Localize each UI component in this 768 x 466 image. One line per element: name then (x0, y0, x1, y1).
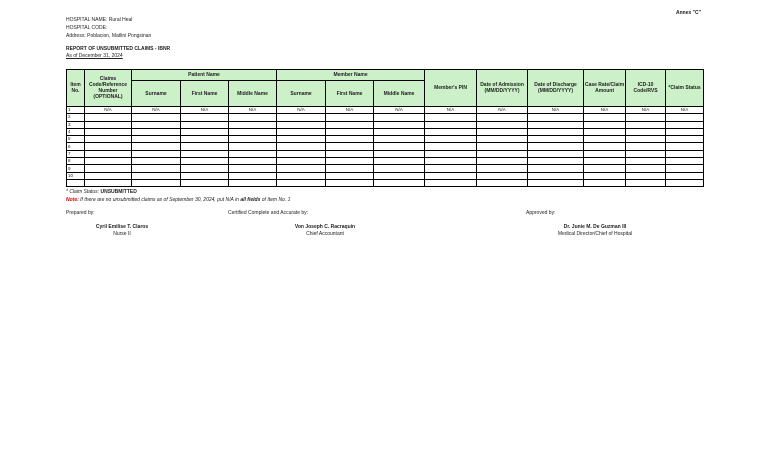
table-row (67, 150, 704, 157)
table-cell (666, 165, 704, 172)
table-cell (666, 114, 704, 121)
table-cell (584, 128, 626, 135)
table-cell (326, 128, 374, 135)
table-row (67, 143, 704, 150)
table-cell (626, 172, 666, 179)
report-date: As of December 31, 2024 (66, 53, 123, 59)
table-cell (85, 128, 132, 135)
table-cell (85, 114, 132, 121)
table-cell (229, 172, 277, 179)
col-patient-first: First Name (181, 81, 229, 107)
col-patient-surname: Surname (132, 81, 181, 107)
table-cell (326, 143, 374, 150)
table-cell (277, 128, 326, 135)
table-cell (181, 128, 229, 135)
certified-by-label: Certified Complete and Accurate by: (228, 210, 309, 216)
table-row (67, 165, 704, 172)
annex-label: Annex "C" (676, 10, 702, 16)
table-cell (626, 128, 666, 135)
table-cell (374, 165, 425, 172)
table-cell (626, 179, 666, 186)
note-text-b: of Item No. 1 (261, 197, 291, 203)
table-cell (132, 128, 181, 135)
col-claim-status: *Claim Status (666, 70, 704, 107)
table-cell (181, 179, 229, 186)
table-cell (477, 179, 528, 186)
table-cell (277, 114, 326, 121)
table-cell (425, 150, 477, 157)
table-cell (374, 143, 425, 150)
table-cell (477, 165, 528, 172)
table-cell (666, 143, 704, 150)
claim-status-note (66, 188, 290, 196)
table-cell (666, 128, 704, 135)
table-cell (229, 165, 277, 172)
hospital-name: HOSPITAL NAME: Rural Heal (66, 17, 133, 23)
table-cell (528, 128, 584, 135)
table-cell (584, 114, 626, 121)
table-cell (229, 158, 277, 165)
table-cell (425, 179, 477, 186)
table-cell (374, 136, 425, 143)
table-cell (181, 150, 229, 157)
table-cell (85, 172, 132, 179)
item-number-cell: 1 (67, 107, 85, 114)
table-cell: N/A (477, 107, 528, 114)
table-cell (528, 143, 584, 150)
col-case-rate: Case Rate/Claim Amount (584, 70, 626, 107)
group-patient-name: Patient Name (132, 70, 277, 81)
table-cell (181, 136, 229, 143)
table-cell: N/A (229, 107, 277, 114)
table-cell (132, 143, 181, 150)
table-cell (277, 121, 326, 128)
table-cell (132, 172, 181, 179)
item-number-cell: 6 (67, 143, 85, 150)
table-cell (477, 114, 528, 121)
table-cell (528, 179, 584, 186)
table-cell (666, 158, 704, 165)
table-cell (425, 172, 477, 179)
table-cell (85, 143, 132, 150)
table-cell (626, 150, 666, 157)
table-cell (584, 172, 626, 179)
table-cell (626, 136, 666, 143)
table-cell: N/A (584, 107, 626, 114)
table-cell (374, 158, 425, 165)
report-title: REPORT OF UNSUBMITTED CLAIMS - IBNR (66, 46, 171, 52)
col-date-discharge: Date of Discharge (MM/DD/YYYY) (528, 70, 584, 107)
table-cell: N/A (277, 107, 326, 114)
table-row (67, 128, 704, 135)
table-cell: N/A (181, 107, 229, 114)
table-row (67, 179, 704, 186)
table-cell (477, 136, 528, 143)
col-patient-middle: Middle Name (229, 81, 277, 107)
table-cell (425, 128, 477, 135)
table-cell (666, 150, 704, 157)
table-cell (326, 150, 374, 157)
signatory-prepared (72, 224, 172, 238)
table-cell (132, 179, 181, 186)
table-cell (229, 121, 277, 128)
table-cell: N/A (626, 107, 666, 114)
table-cell (181, 143, 229, 150)
col-claims-code: Claims Code/Reference Number (OPTIONAL) (85, 70, 132, 107)
table-cell (666, 121, 704, 128)
table-cell (85, 136, 132, 143)
table-cell (229, 179, 277, 186)
item-number-cell: 7 (67, 150, 85, 157)
table-cell (277, 172, 326, 179)
table-cell (584, 150, 626, 157)
table-cell (229, 150, 277, 157)
table-cell (425, 136, 477, 143)
table-cell (584, 136, 626, 143)
table-cell (326, 158, 374, 165)
table-cell (326, 165, 374, 172)
table-cell (326, 121, 374, 128)
table-cell (477, 143, 528, 150)
table-cell: N/A (666, 107, 704, 114)
table-row (67, 158, 704, 165)
approved-by-label: Approved by: (526, 210, 556, 216)
prepared-title: Nurse II (113, 231, 131, 237)
table-cell (181, 121, 229, 128)
table-cell (584, 143, 626, 150)
col-member-pin: Member's PIN (425, 70, 477, 107)
certified-name: Von Joseph C. Racraquin (294, 224, 356, 230)
table-cell (374, 179, 425, 186)
claim-status-label: * Claim Status: (66, 189, 100, 195)
claims-table (66, 69, 704, 187)
item-number-cell: 5 (67, 136, 85, 143)
table-cell (85, 158, 132, 165)
table-cell (132, 114, 181, 121)
table-cell (528, 158, 584, 165)
table-cell (132, 136, 181, 143)
table-cell (425, 158, 477, 165)
table-cell (374, 121, 425, 128)
table-cell (528, 150, 584, 157)
table-cell (181, 172, 229, 179)
note-text-a: If there are no unsubmitted claims as of September 30, 2024, put N/A in (80, 197, 239, 203)
table-cell (132, 165, 181, 172)
col-icd: ICD-10 Code/RVS (626, 70, 666, 107)
approved-name: Dr. Junie M. De Guzman III (563, 224, 627, 230)
group-member-name: Member Name (277, 70, 425, 81)
hospital-address: Address: Poblacion, Matlini Pongsinan (66, 33, 152, 39)
table-cell: N/A (85, 107, 132, 114)
col-date-admission: Date of Admission (MM/DD/YYYY) (477, 70, 528, 107)
signatory-certified (270, 224, 380, 238)
table-cell: N/A (326, 107, 374, 114)
table-cell (528, 165, 584, 172)
table-cell (132, 121, 181, 128)
table-cell: N/A (528, 107, 584, 114)
table-cell (425, 121, 477, 128)
table-cell (132, 150, 181, 157)
table-cell (425, 165, 477, 172)
table-cell: N/A (132, 107, 181, 114)
table-cell (626, 165, 666, 172)
item-number-cell: 3 (67, 121, 85, 128)
table-cell (326, 179, 374, 186)
table-cell (584, 121, 626, 128)
table-cell (277, 150, 326, 157)
table-cell (85, 150, 132, 157)
item-number-cell: 10 (67, 172, 85, 179)
note-label: Note: (66, 197, 79, 203)
note-bold: all fields (240, 197, 261, 203)
col-item-no: Item No. (67, 70, 85, 107)
table-cell (181, 114, 229, 121)
table-cell (626, 114, 666, 121)
item-number-cell: 4 (67, 128, 85, 135)
table-cell: N/A (425, 107, 477, 114)
table-cell (477, 150, 528, 157)
table-cell (374, 172, 425, 179)
table-row (67, 114, 704, 121)
table-cell (229, 114, 277, 121)
table-cell (229, 128, 277, 135)
table-cell (229, 143, 277, 150)
table-cell (132, 158, 181, 165)
signatory-approved (540, 224, 650, 238)
table-cell (277, 136, 326, 143)
table-cell (584, 179, 626, 186)
table-cell (477, 172, 528, 179)
table-cell (229, 136, 277, 143)
claim-status-value: UNSUBMITTED (100, 189, 137, 195)
table-cell (326, 114, 374, 121)
notes-block (66, 188, 290, 204)
hospital-header (66, 16, 151, 40)
table-cell (85, 179, 132, 186)
table-cell: N/A (374, 107, 425, 114)
table-cell (584, 165, 626, 172)
table-cell (584, 158, 626, 165)
table-cell (626, 121, 666, 128)
table-cell (477, 121, 528, 128)
table-cell (626, 143, 666, 150)
table-row (67, 107, 704, 114)
table-cell (477, 128, 528, 135)
table-cell (85, 121, 132, 128)
certified-title: Chief Accountant (306, 231, 344, 237)
report-heading (66, 46, 170, 60)
table-cell (326, 136, 374, 143)
table-cell (374, 114, 425, 121)
col-member-surname: Surname (277, 81, 326, 107)
item-number-cell: 8 (67, 158, 85, 165)
hospital-code: HOSPITAL CODE: (66, 25, 108, 31)
empty-claims-note (66, 196, 290, 204)
table-cell (277, 143, 326, 150)
table-cell (666, 172, 704, 179)
table-cell (181, 165, 229, 172)
item-number-cell: 2 (67, 114, 85, 121)
table-cell (528, 121, 584, 128)
table-cell (666, 136, 704, 143)
table-cell (374, 150, 425, 157)
prepared-name: Cyril Emilise T. Claros (95, 224, 149, 230)
table-cell (425, 114, 477, 121)
item-number-cell: 9 (67, 165, 85, 172)
table-cell (528, 114, 584, 121)
table-cell (181, 158, 229, 165)
table-cell (528, 172, 584, 179)
table-cell (277, 158, 326, 165)
table-cell (477, 158, 528, 165)
table-cell (425, 143, 477, 150)
item-number-cell (67, 179, 85, 186)
col-member-middle: Middle Name (374, 81, 425, 107)
approved-title: Medical Director/Chief of Hospital (557, 231, 633, 237)
table-cell (277, 165, 326, 172)
table-cell (374, 128, 425, 135)
table-cell (85, 165, 132, 172)
prepared-by-label: Prepared by: (66, 210, 95, 216)
table-cell (626, 158, 666, 165)
table-cell (277, 179, 326, 186)
table-cell (528, 136, 584, 143)
table-cell (326, 172, 374, 179)
table-row (67, 172, 704, 179)
col-member-first: First Name (326, 81, 374, 107)
table-row (67, 136, 704, 143)
table-cell (666, 179, 704, 186)
table-row (67, 121, 704, 128)
